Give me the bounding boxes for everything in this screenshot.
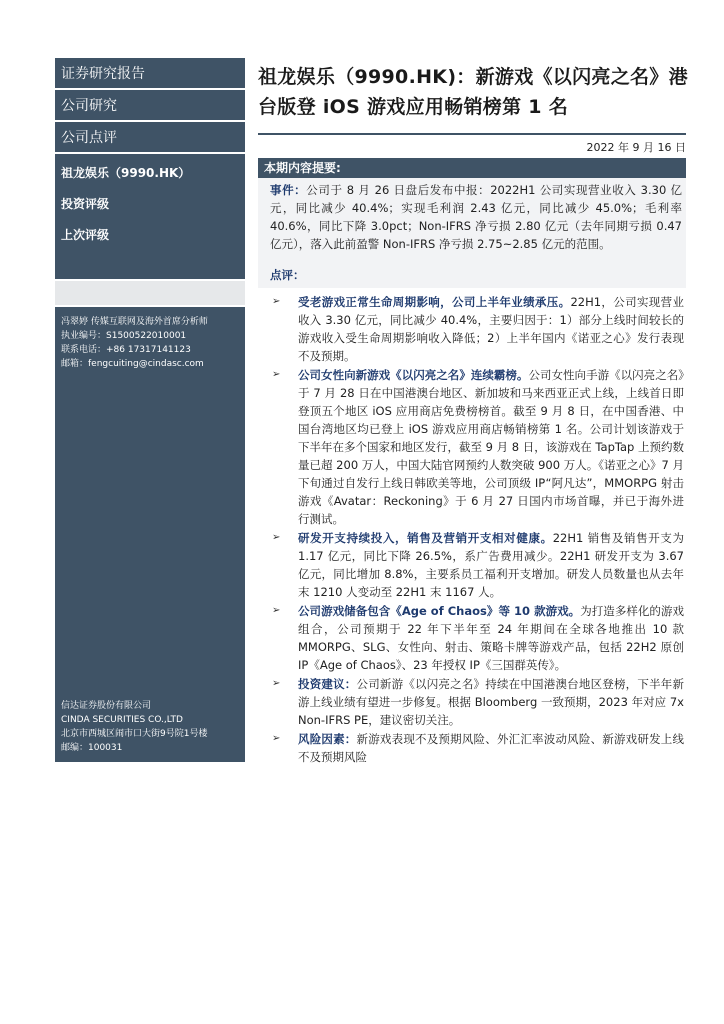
bullet-arrow-icon: ➢ [272,296,281,307]
report-subcategory: 公司点评 [55,122,245,154]
report-category: 公司研究 [55,90,245,122]
event-paragraph [270,181,682,253]
report-type: 证券研究报告 [55,58,245,90]
bullet-lead: 风险因素： [298,732,357,746]
summary-heading: 本期内容提要: [258,158,686,178]
stock-info-panel [55,154,245,279]
previous-rating: 上次评级 [61,228,110,242]
comment-label: 点评： [270,268,305,282]
analyst-email[interactable]: 邮箱：fengcuiting@cindasc.com [61,359,204,369]
bullet-text: 22H1，公司实现营业收入 3.30 亿元，同比减少 40.4%，主要归因于：1）部分上线时间较长的游戏收入受生命周期影响收入降低；2）上半年国内《诺亚之心》发行表现不及预期。 [298,295,684,363]
bullet-arrow-icon: ➢ [272,532,281,543]
bullet-item [270,730,684,766]
analyst-phone: 联系电话：+86 17317141123 [61,345,191,355]
investment-rating: 投资评级 [61,197,110,211]
bullet-lead: 受老游戏正常生命周期影响，公司上半年业绩承压。 [298,295,571,309]
company-name-cn: 信达证券股份有限公司 [61,701,152,711]
bullet-text: 公司女性向手游《以闪亮之名》于 7 月 28 日在中国港澳台地区、新加坡和马来西亚正式上线，上线首日即登顶五个地区 iOS 应用商店免费榜榜首。截至 9 月 8 日，在中国香港、中国台湾地区均已登上 iOS 游戏应用商店畅销榜第 1 名。公司计划该游戏于下半年在多个国家和地区发行，截至 9 月 8 日，该游戏在 TapTap 上预约数量已超 200 万人，中国大陆官网预约人数突破 900 万人。《诺亚之心》7 月下旬通过自发行上线日韩欧美等地，公司顶级 IP“阿凡达”，MMORPG 射击游戏《Avatar：Reckoning》于 6 月 27 日国内市场首曝，并已于海外进行测试。 [298,368,684,526]
bullet-item [270,675,684,729]
analyst-license: 执业编号：S1500522010001 [61,331,187,341]
comment-bullets [270,293,684,767]
bullet-arrow-icon: ➢ [272,369,281,380]
event-text: 公司于 8 月 26 日盘后发布中报：2022H1 公司实现营业收入 3.30 亿元，同比减少 40.4%；实现毛利润 2.43 亿元，同比减少 45.0%；毛利率 40.6%，同比下降 3.0pct；Non-IFRS 净亏损 2.80 亿元（去年同期亏损 0.47 亿元），落入此前盈警 Non-IFRS 净亏损 2.75~2.85 亿元的范围。 [270,183,683,251]
analyst-name: 冯翠婷 传媒互联网及海外首席分析师 [61,317,208,327]
bullet-lead: 公司女性向新游戏《以闪亮之名》连续霸榜。 [298,368,529,382]
bullet-arrow-icon: ➢ [272,678,281,689]
event-label: 事件： [270,183,307,197]
title-divider [258,133,686,135]
company-info [61,699,207,755]
company-address: 北京市西城区闹市口大街9号院1号楼 [61,729,208,739]
bullet-item [270,529,684,601]
bullet-item [270,366,684,528]
analyst-panel [55,307,245,762]
bullet-text: 22H1 销售及销售开支为 1.17 亿元，同比下降 26.5%，系广告费用减少。22H1 研发开支为 3.67 亿元，同比增加 8.8%，主要系员工福利开支增加。研发人员数量也从去年末 1210 人变动至 22H1 末 1167 人。 [298,531,684,599]
bullet-arrow-icon: ➢ [272,605,281,616]
bullet-lead: 研发开支持续投入，销售及营销开支相对健康。 [298,531,553,545]
bullet-lead: 公司游戏储备包含《Age of Chaos》等 10 款游戏。 [298,604,581,618]
bullet-text: 公司新游《以闪亮之名》持续在中国港澳台地区登榜，下半年新游上线业绩有望进一步修复。根据 Bloomberg 一致预期，2023 年对应 7x Non-IFRS PE，建议密切关注。 [298,677,684,727]
bullet-text: 为打造多样化的游戏组合，公司预期于 22 年下半年至 24 年期间在全球各地推出 10 款 MMORPG、SLG、女性向、射击、策略卡牌等游戏产品，包括 22H2 原创 IP《Age of Chaos》、23 年授权 IP《三国群英传》。 [298,604,685,672]
bullet-lead: 投资建议： [298,677,357,691]
bullet-item [270,602,684,674]
sidebar [55,58,245,778]
company-postcode: 邮编：100031 [61,743,123,753]
bullet-text: 新游戏表现不及预期风险、外汇汇率波动风险、新游戏研发上线不及预期风险 [298,732,684,764]
stock-name: 祖龙娱乐（9990.HK） [61,166,191,180]
bullet-arrow-icon: ➢ [272,733,281,744]
company-name-en: CINDA SECURITIES CO.,LTD [61,715,183,725]
bullet-item [270,293,684,365]
report-title: 祖龙娱乐（9990.HK)：新游戏《以闪亮之名》港台版登 iOS 游戏应用畅销榜第 1 名 [258,66,688,118]
report-date: 2022 年 9 月 16 日 [586,141,686,154]
sidebar-divider [55,281,245,305]
